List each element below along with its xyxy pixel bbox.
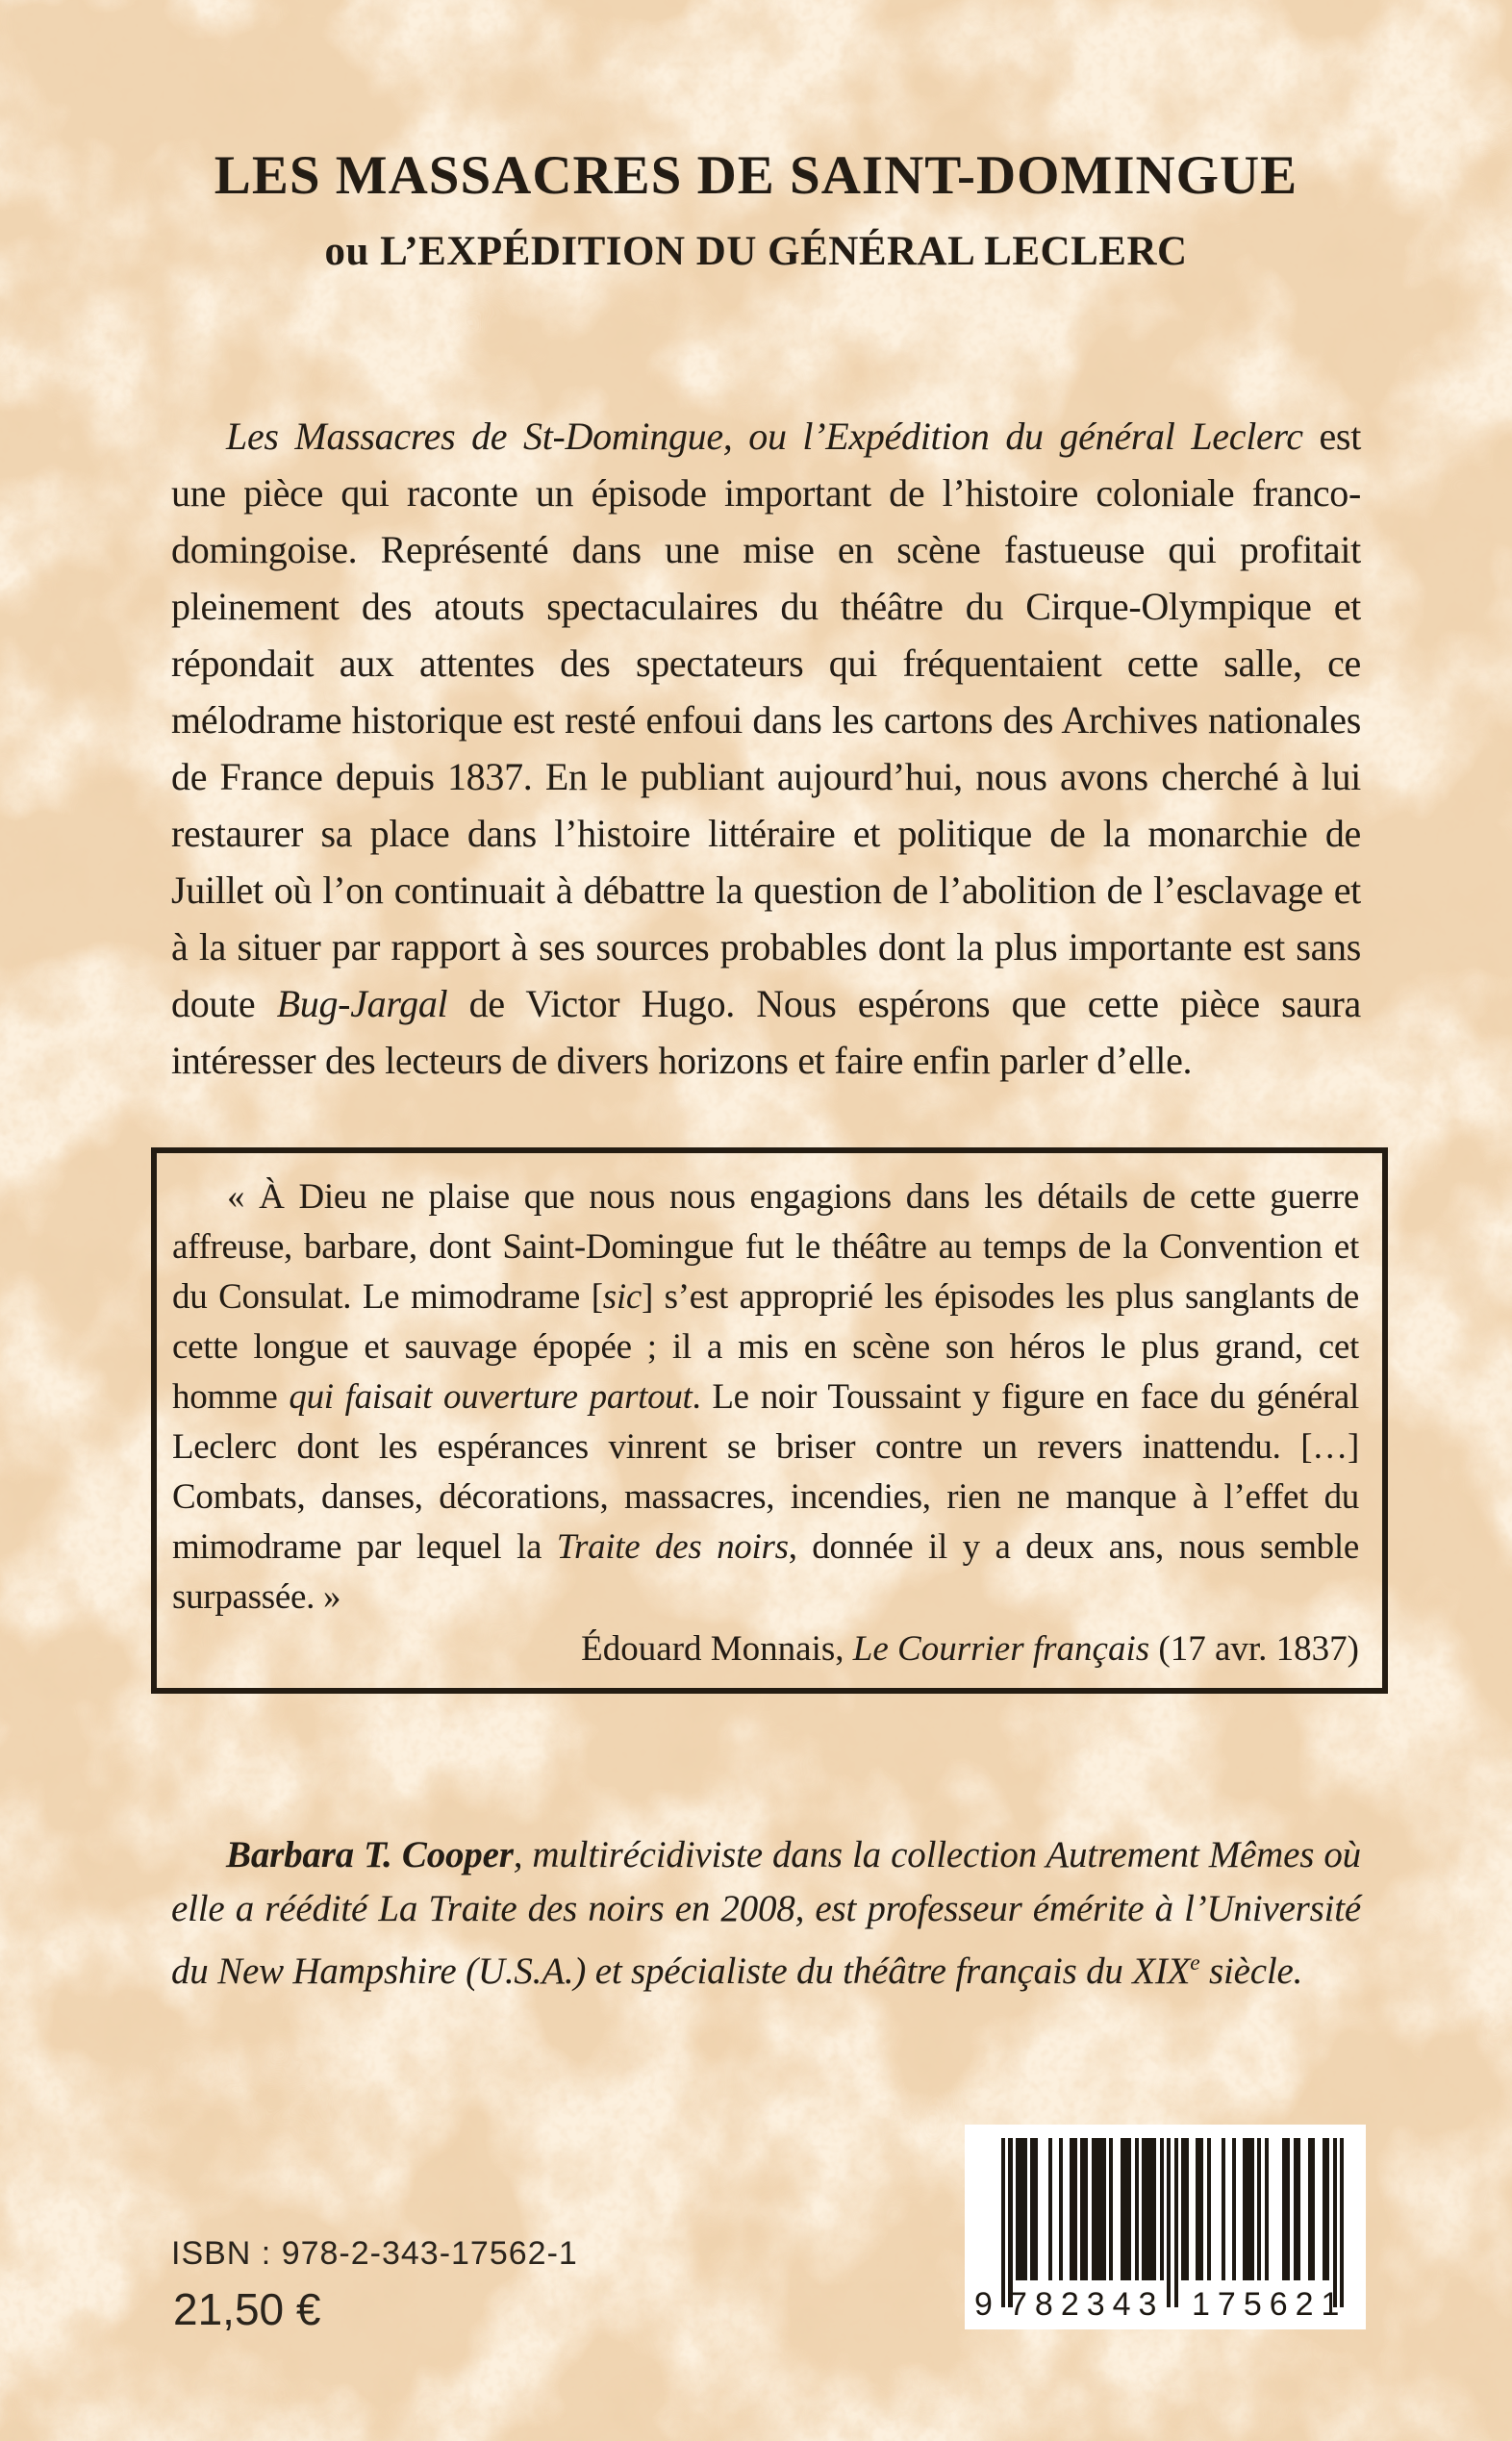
synopsis-paragraph: Les Massacres de St-Domingue, ou l’Expédition du général Leclerc est une pièce qui raconte un épisode important de l’histoire coloniale franco-domingoise. Représenté dans une mise en scène fastueuse qui profitait pleinement des atouts spectaculaires du théâtre du Cirque-Olympique et répondait aux attentes des spectateurs qui fréquentaient cette salle, ce mélodrame historique est resté enfoui dans les cartons des Archives nationales de France depuis 1837. En le publiant aujourd’hui, nous avons cherché à lui restaurer sa place dans l’histoire littéraire et politique de la monarchie de Juillet où l’on continuait à débattre la question de l’abolition de l’esclavage et à la situer par rapport à ses sources probables dont la plus importante est sans doute Bug-Jargal de Victor Hugo. Nous espérons que cette pièce saura intéresser des lecteurs de divers horizons et faire enfin parler d’elle.: [171, 415, 1362, 1082]
quote-attribution: Édouard Monnais, Le Courrier français (17 avr. 1837): [581, 1629, 1359, 1669]
press-quote-box: [151, 1147, 1388, 1694]
barcode-digits: 175621: [1192, 2286, 1348, 2323]
barcode-bars: [1001, 2138, 1344, 2307]
barcode-digits: 9: [974, 2286, 993, 2323]
isbn-text: ISBN : 978-2-343-17562-1: [171, 2235, 578, 2272]
barcode: [965, 2125, 1366, 2329]
book-title: LES MASSACRES DE SAINT-DOMINGUE: [214, 145, 1298, 206]
barcode-digits: 782343: [1009, 2286, 1165, 2323]
book-subtitle: ou L’EXPÉDITION DU GÉNÉRAL LECLERC: [324, 229, 1188, 274]
author-bio: Barbara T. Cooper, multirécidiviste dans la collection Autrement Mêmes où elle a réédité La Traite des noirs en 2008, est professeur émérite à l’Université du New Hampshire (U.S.A.) et spécialiste du théâtre français du XIXe siècle.: [171, 1834, 1362, 1992]
price-text: 21,50 €: [173, 2284, 321, 2334]
press-quote: « À Dieu ne plaise que nous nous engagions dans les détails de cette guerre affreuse, barbare, dont Saint-Domingue fut le théâtre au temps de la Convention et du Consulat. Le mimodrame [sic] s’est approprié les épisodes les plus sanglants de cette longue et sauvage épopée ; il a mis en scène son héros le plus grand, cet homme qui faisait ouverture partout. Le noir Toussaint y figure en face du général Leclerc dont les espérances vinrent se briser contre un revers inattendu. […] Combats, danses, décorations, massacres, incendies, rien ne manque à l’effet du mimodrame par lequel la Traite des noirs, donnée il y a deux ans, nous semble surpassée. »: [172, 1177, 1359, 1617]
